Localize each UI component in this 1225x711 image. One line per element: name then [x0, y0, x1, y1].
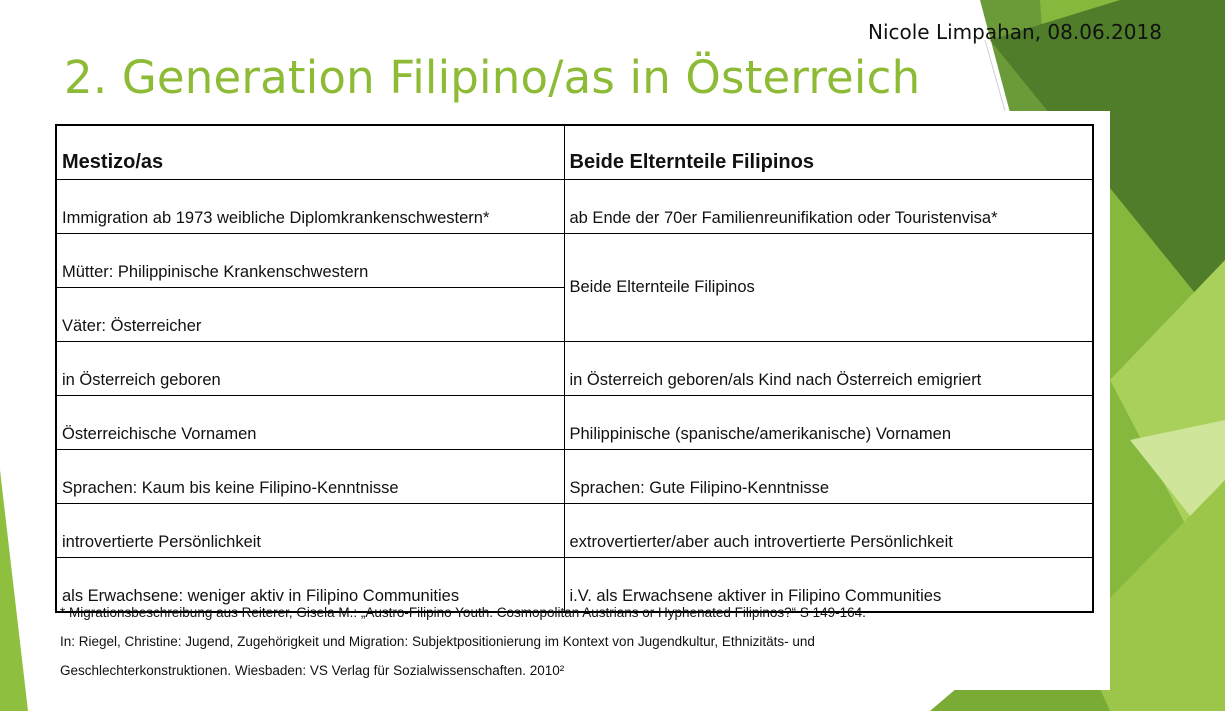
table-cell: als Erwachsene: weniger aktiv in Filipino Communities: [56, 558, 564, 613]
table-row: [56, 180, 1093, 234]
column-header-filipinos: Beide Elternteile Filipinos: [564, 125, 1093, 180]
table-cell: extrovertierter/aber auch introvertierte Persönlichkeit: [564, 504, 1093, 558]
table-cell-merged: Beide Elternteile Filipinos: [564, 234, 1093, 342]
table-cell: Väter: Österreicher: [56, 288, 564, 342]
author-date: Nicole Limpahan, 08.06.2018: [868, 20, 1162, 44]
comparison-table: [55, 124, 1094, 613]
table-cell: in Österreich geboren/als Kind nach Österreich emigriert: [564, 342, 1093, 396]
table-header-row: [56, 125, 1093, 180]
footnote-line: * Migrationsbeschreibung aus Reiterer, Gisela M.: „Austro-Filipino Youth. Cosmopolitan Austrians or Hyphenated Filipinos?“ S 149-164.: [60, 605, 866, 620]
table-cell: Mütter: Philippinische Krankenschwestern: [56, 234, 564, 288]
table-row: [56, 234, 1093, 288]
table-cell: Philippinische (spanische/amerikanische) Vornamen: [564, 396, 1093, 450]
footnote-line: In: Riegel, Christine: Jugend, Zugehörigkeit und Migration: Subjektpositionierung im Kontext von Jugendkultur, Ethnizitäts- und: [60, 634, 815, 649]
table-row: [56, 342, 1093, 396]
table-cell: introvertierte Persönlichkeit: [56, 504, 564, 558]
table-cell: Sprachen: Kaum bis keine Filipino-Kenntnisse: [56, 450, 564, 504]
table-cell: Österreichische Vornamen: [56, 396, 564, 450]
table-cell: Sprachen: Gute Filipino-Kenntnisse: [564, 450, 1093, 504]
footnote: [60, 598, 866, 685]
table-row: [56, 504, 1093, 558]
column-header-mestizo: Mestizo/as: [56, 125, 564, 180]
slide-title: 2. Generation Filipino/as in Österreich: [64, 51, 921, 104]
footnote-line: Geschlechterkonstruktionen. Wiesbaden: VS Verlag für Sozialwissenschaften. 2010²: [60, 663, 565, 678]
table-row: [56, 396, 1093, 450]
left-shape: [0, 470, 28, 711]
table-cell: ab Ende der 70er Familienreunifikation oder Touristenvisa*: [564, 180, 1093, 234]
table-cell: in Österreich geboren: [56, 342, 564, 396]
table-row: [56, 450, 1093, 504]
table-cell: Immigration ab 1973 weibliche Diplomkrankenschwestern*: [56, 180, 564, 234]
table-cell: i.V. als Erwachsene aktiver in Filipino Communities: [564, 558, 1093, 613]
